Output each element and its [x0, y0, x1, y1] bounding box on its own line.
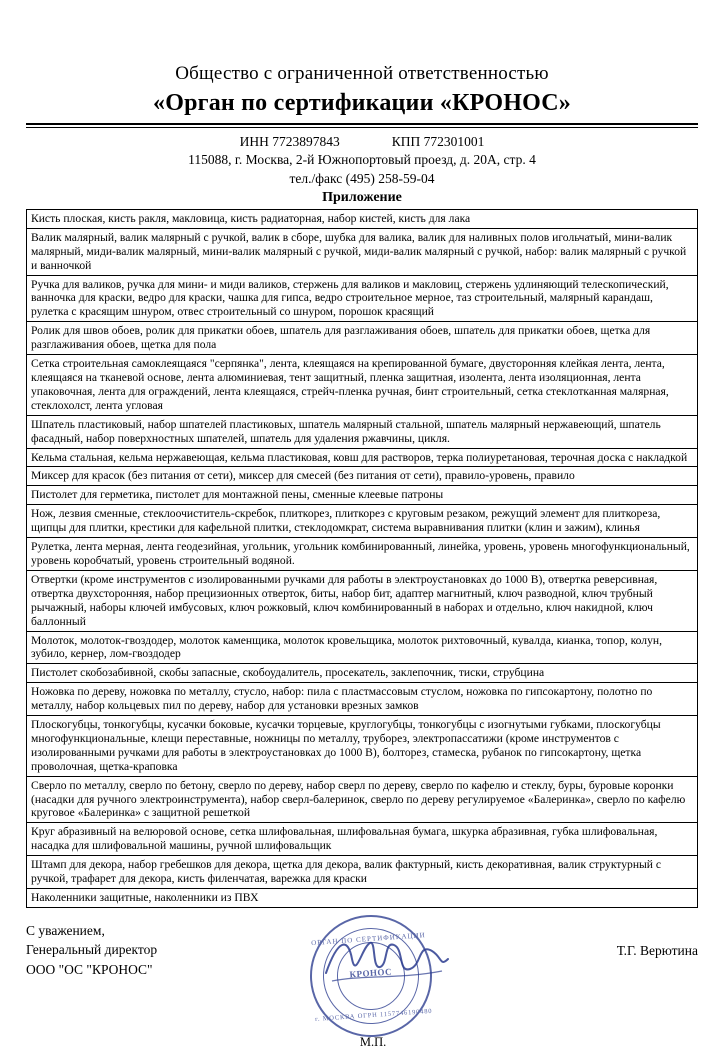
- product-cell: Круг абразивный на велюровой основе, сетка шлифовальная, шлифовальная бумага, шкурка абразивная, губка шлифовальная, насадка для шлифовальной машины, ручной шлифовальщик: [27, 823, 698, 856]
- organization-form: Общество с ограниченной ответственностью: [175, 63, 549, 84]
- address-line: 115088, г. Москва, 2-й Южнопортовый проезд, д. 20А, стр. 4: [188, 152, 536, 168]
- table-row: [27, 209, 698, 228]
- product-cell: Рулетка, лента мерная, лента геодезийная, угольник, угольник комбинированный, линейка, уровень, уровень многофункциональный, уровень коробчатый, уровень строительный водяной.: [27, 538, 698, 571]
- signature-block: [26, 921, 698, 1049]
- table-row: [27, 467, 698, 486]
- table-row: [27, 322, 698, 355]
- table-row: [27, 486, 698, 505]
- product-cell: Ручка для валиков, ручка для мини- и миди валиков, стержень для валиков и макловиц, стержень удлиняющий телескопический, ванночка для краски, ведро для краски, чашка для гипса, ведро строительное мерное, таз строительный, малярный карандаш, рулетка с красящим шнуром, отвес строительный со шнуром, порошок красящий: [27, 275, 698, 322]
- identifiers-row: [26, 133, 698, 151]
- table-row: [27, 570, 698, 631]
- document-header: [26, 62, 698, 206]
- inn-value: ИНН 7723897843: [239, 133, 340, 149]
- table-row: [27, 823, 698, 856]
- phone-line: тел./факс (495) 258-59-04: [289, 171, 435, 187]
- table-row: [27, 275, 698, 322]
- table-row: [27, 856, 698, 889]
- product-cell: Ролик для швов обоев, ролик для прикатки обоев, шпатель для разглаживания обоев, шпатель для прикатки обоев, щетка для разглаживания обоев, щетка для пола: [27, 322, 698, 355]
- product-cell: Кисть плоская, кисть ракля, макловица, кисть радиаторная, набор кистей, кисть для лака: [27, 209, 698, 228]
- signer-company: ООО "ОС "КРОНОС": [26, 962, 153, 978]
- product-cell: Наколенники защитные, наколенники из ПВХ: [27, 889, 698, 908]
- table-row: [27, 415, 698, 448]
- product-cell: Сверло по металлу, сверло по бетону, сверло по дереву, набор сверл по дереву, сверло по кафелю и стеклу, буры, буровые коронки (насадки для ручного электроинструмента), набор сверл-балеринок, сверло по дереву регулируемое «Балеринка», сверло по кафелю круговое «Балеринка» с защитной решеткой: [27, 776, 698, 823]
- product-cell: Молоток, молоток-гвоздодер, молоток каменщика, молоток кровельщика, молоток рихтовочный, кувалда, кианка, топор, колун, зубило, кернер, лом-гвоздодер: [27, 631, 698, 664]
- product-cell: Валик малярный, валик малярный с ручкой, валик в сборе, шубка для валика, валик для наливных полов игольчатый, мини-валик малярный, миди-валик малярный, мини-валик малярный с ручкой, миди-валик малярный с ручкой, набор: валик малярный с ручкой и ванночкой: [27, 228, 698, 275]
- table-row: [27, 538, 698, 571]
- product-cell: Кельма стальная, кельма нержавеющая, кельма пластиковая, ковш для растворов, терка полиуретановая, терочная доска с накладкой: [27, 448, 698, 467]
- product-cell: Штамп для декора, набор гребешков для декора, щетка для декора, валик фактурный, кисть декоративная, валик структурный с ручкой, трафарет для декора, кисть филенчатая, варежка для краски: [27, 856, 698, 889]
- product-cell: Пистолет скобозабивной, скобы запасные, скобоудалитель, просекатель, заклепочник, тиски, струбцина: [27, 664, 698, 683]
- stamp-area: [310, 921, 474, 1049]
- product-cell: Плоскогубцы, тонкогубцы, кусачки боковые, кусачки торцевые, круглогубцы, тонкогубцы с изогнутыми губками, плоскогубцы многофункциональные, клещи переставные, ножницы по металлу, труборез, электропассатижи (кроме инструментов с изолированными ручками для работы в электроустановках до 1000 В), болторез, стамеска, рубанок по гипсокартону, щетка проволочная, щетка-краповка: [27, 716, 698, 777]
- product-cell: Пистолет для герметика, пистолет для монтажной пены, сменные клеевые патроны: [27, 486, 698, 505]
- respect-line: С уважением,: [26, 922, 105, 938]
- product-cell: Ножовка по дереву, ножовка по металлу, стусло, набор: пила с пластмассовым стуслом, ножовка по гипсокартону, полотно по металлу, набор кольцевых пил по дереву, набор для установки врезных замков: [27, 683, 698, 716]
- header-divider: [26, 123, 698, 128]
- table-row: [27, 716, 698, 777]
- product-cell: Шпатель пластиковый, набор шпателей пластиковых, шпатель малярный стальной, шпатель малярный нержавеющий, шпатель фасадный, набор поверхностных шпателей, шпатель для удаления ржавчины, цикля.: [27, 415, 698, 448]
- product-cell: Миксер для красок (без питания от сети), миксер для смесей (без питания от сети), правило-уровень, правило: [27, 467, 698, 486]
- kpp-value: КПП 772301001: [391, 133, 485, 149]
- organization-name: «Орган по сертификации «КРОНОС»: [153, 89, 571, 116]
- product-cell: Отвертки (кроме инструментов с изолированными ручками для работы в электроустановках до 1000 В), отвертка реверсивная, отвертка двухсторонняя, набор прецизионных отверток, биты, набор бит, адаптер магнитный, ключ разводной, ключ трубный рычажный, наборы ключей имбусовых, ключ рожковый, ключ комбинированный в наборах и отдельно, ключ накидной, ключ баллонный: [27, 570, 698, 631]
- signature-left: [26, 921, 316, 980]
- table-row: [27, 228, 698, 275]
- table-row: [27, 631, 698, 664]
- table-row: [27, 355, 698, 416]
- table-row: [27, 776, 698, 823]
- appendix-title: Приложение: [322, 189, 402, 205]
- stamp-bottom-text: г. МОСКВА ОГРН 1157746190480: [314, 1007, 433, 1023]
- stamp-mid-text: КРОНОС: [349, 966, 393, 980]
- product-cell: Нож, лезвия сменные, стеклоочиститель-скребок, плиткорез, плиткорез с круговым резаком, режущий элемент для плиткореза, щипцы для плитки, крестики для кафельной плитки, стеклодомкрат, система выравнивания плитки (клин и зажим), клинья: [27, 505, 698, 538]
- table-row: [27, 664, 698, 683]
- signer-name: Т.Г. Верютина: [616, 942, 698, 958]
- stamp-top-text: ОРГАН ПО СЕРТИФИКАЦИИ: [310, 931, 426, 947]
- round-stamp-icon: [306, 911, 436, 1041]
- table-row: [27, 505, 698, 538]
- products-table: [26, 209, 698, 908]
- mp-label: М.П.: [359, 1034, 387, 1049]
- table-row: [27, 448, 698, 467]
- table-row: [27, 889, 698, 908]
- table-row: [27, 683, 698, 716]
- signer-position: Генеральный директор: [26, 942, 158, 958]
- product-cell: Сетка строительная самоклеящаяся "серпянка", лента, клеящаяся на крепированной бумаге, двусторонняя клейкая лента, лента, клеящаяся на тканевой основе, лента алюминиевая, тент защитный, пленка защитная, изолента, лента изоляционная, лента упаковочная, лента для ограждений, лента клеящаяся, стрейч-пленка ручная, бинт строительный, сетка стеклотканная малярная, стеклохолст, лента угловая: [27, 355, 698, 416]
